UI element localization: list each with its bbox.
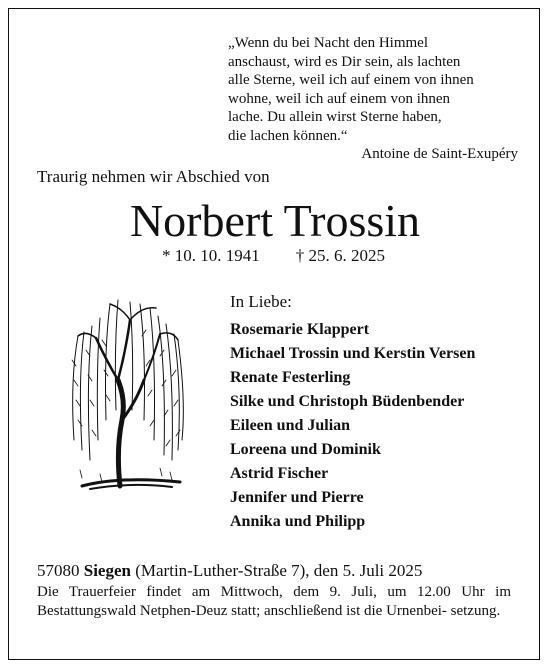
death-date: † 25. 6. 2025 [295, 246, 385, 265]
weeping-willow-illustration [60, 290, 190, 500]
mourner-name: Annika und Philipp [230, 513, 366, 530]
quote-line: alle Sterne, weil ich auf einem von ihnen [228, 72, 474, 88]
address-and-date: (Martin-Luther-Straße 7), den 5. Juli 2025 [135, 561, 423, 580]
mourner-name: Rosemarie Klappert [230, 321, 370, 338]
mourner-name: Renate Festerling [230, 369, 351, 386]
mourner-name: Silke und Christoph Büdenbender [230, 393, 465, 410]
intro-text: Traurig nehmen wir Abschied von [37, 167, 270, 186]
service-notice [37, 583, 511, 620]
city: Siegen [83, 561, 131, 580]
quote-line: anschaust, wird es Dir sein, als lachten [228, 53, 461, 70]
quote-line: die lachen können.“ [228, 127, 348, 144]
life-dates [162, 246, 385, 266]
quote-line: lache. Du allein wirst Sterne haben, [228, 109, 442, 125]
mourner-name: Michael Trossin und Kerstin Versen [230, 345, 476, 362]
mourner-name: Jennifer und Pierre [230, 489, 364, 506]
mourner-name: Astrid Fischer [230, 465, 329, 482]
place-and-date [37, 561, 422, 581]
deceased-name: Norbert Trossin [129, 195, 421, 246]
birth-date: * 10. 10. 1941 [162, 246, 260, 265]
service-line: Bestattungswald Netphen-Deuz statt; anschließend ist die Urnenbei- [37, 602, 447, 619]
mourner-name: Eileen und Julian [230, 417, 351, 434]
service-line: setzung. [450, 602, 501, 619]
postcode: 57080 [37, 561, 80, 580]
service-line: Die Trauerfeier findet am Mittwoch, dem 9. Juli, um 12.00 Uhr im [37, 584, 511, 600]
quote-author: Antoine de Saint-Exupéry [361, 146, 518, 162]
mourners-block [230, 292, 475, 534]
quote-line: „Wenn du bei Nacht den Himmel [228, 35, 428, 51]
quote-block [228, 34, 528, 164]
quote-line: wohne, weil ich auf einem von ihnen [228, 90, 451, 107]
mourners-title: In Liebe: [230, 292, 292, 311]
mourner-name: Loreena und Dominik [230, 441, 381, 458]
